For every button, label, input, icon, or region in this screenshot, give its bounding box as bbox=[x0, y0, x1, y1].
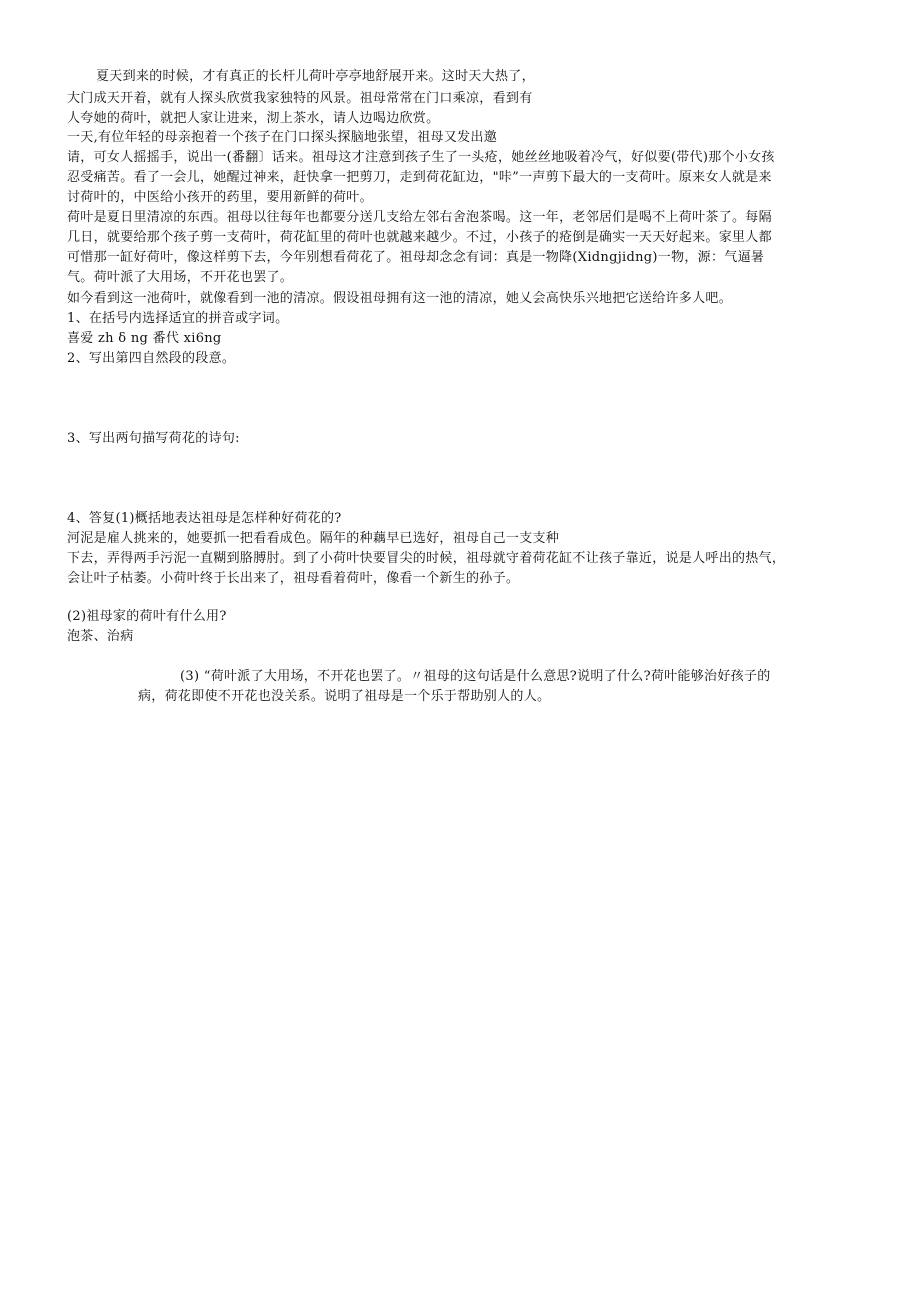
question-4-1-answer-line-2: 下去，弄得两手污泥一直糊到胳膊肘。到了小荷叶快要冒尖的时候，祖母就守着荷花缸不让孩子靠近，说是人呼出的热气， bbox=[67, 551, 786, 566]
question-1-answer: 喜爱 zh δ ng 番代 xi6ng bbox=[67, 331, 222, 346]
question-2-title: 2、写出第四自然段的段意。 bbox=[67, 351, 236, 366]
question-4-3-line-2: 病，荷花即使不开花也没关系。说明了祖母是一个乐于帮助别人的人。 bbox=[138, 689, 551, 704]
passage-line-2: 大门成天开着，就有人探头欣赏我家独特的风景。祖母常常在门口乘凉，看到有 bbox=[67, 91, 533, 106]
question-4-1-answer-line-1: 河泥是雇人挑来的，她要抓一把看看成色。隔年的种藕早已选好，祖母自己一支支种 bbox=[67, 531, 560, 546]
question-4-2-title: (2)祖母家的荷叶有什么用? bbox=[67, 609, 227, 624]
passage-line-5: 请，可女人摇摇手，说出一(番翻〕话来。祖母这才注意到孩子生了一头疮，她丝丝地吸着冷气，好似要(带代)那个小女孩 bbox=[67, 150, 775, 165]
question-3-title: 3、写出两句描写荷花的诗句: bbox=[67, 431, 240, 446]
passage-line-1: 夏天到来的时候，才有真正的长杆儿荷叶亭亭地舒展开来。这时天大热了， bbox=[96, 69, 535, 84]
passage-line-6: 忍受痛苦。看了一会儿，她醒过神来，赶快拿一把剪刀，走到荷花缸边，"咔”一声剪下最大的一支荷叶。原来女人就是来 bbox=[67, 170, 772, 185]
passage-line-10: 可惜那一缸好荷叶，像这样剪下去，今年别想看荷花了。祖母却念念有词：真是一物降(Xidngjidng)一物，源：气逼暑 bbox=[67, 250, 765, 265]
passage-line-3: 人夸她的荷叶，就把人家让进来，沏上茶水，请人边喝边欣赏。 bbox=[67, 111, 440, 126]
question-4-title: 4、答复(1)概括地表达祖母是怎样种好荷花的? bbox=[67, 511, 342, 526]
passage-line-12: 如今看到这一池荷叶，就像看到一池的清凉。假设祖母拥有这一池的清凉，她乂会高快乐兴地把它送给许多人吧。 bbox=[67, 291, 733, 306]
passage-line-9: 几日，就要给那个孩子剪一支荷叶，荷花缸里的荷叶也就越来越少。不过，小孩子的疮倒是确实一天天好起来。家里人都 bbox=[67, 230, 772, 245]
passage-line-8: 荷叶是夏日里清凉的东西。祖母以往每年也都要分送几支给左邻右舍泡茶喝。这一年，老邻居们是喝不上荷叶茶了。每隔 bbox=[67, 210, 772, 225]
question-4-3-line-1: (3) “荷叶派了大用场，不开花也罢了。〃祖母的这句话是什么意思?说明了什么?荷叶能够治好孩子的 bbox=[180, 669, 771, 684]
question-4-1-answer-line-3: 会让叶子枯萎。小荷叶终于长出来了，祖母看着荷叶，像看一个新生的孙子。 bbox=[67, 571, 520, 586]
question-4-2-answer: 泡茶、治病 bbox=[67, 629, 134, 644]
passage-line-7: 讨荷叶的，中医给小孩开的药里，要用新鲜的荷叶。 bbox=[67, 190, 373, 205]
passage-line-11: 气。荷叶派了大用场，不开花也罢了。 bbox=[67, 270, 294, 285]
passage-line-4: 一天,有位年轻的母亲抱着一个孩子在门口探头探脑地张望，祖母又发出邀 bbox=[67, 130, 498, 145]
question-1-title: 1、在括号内选择适宜的拼音或字词。 bbox=[67, 311, 289, 326]
